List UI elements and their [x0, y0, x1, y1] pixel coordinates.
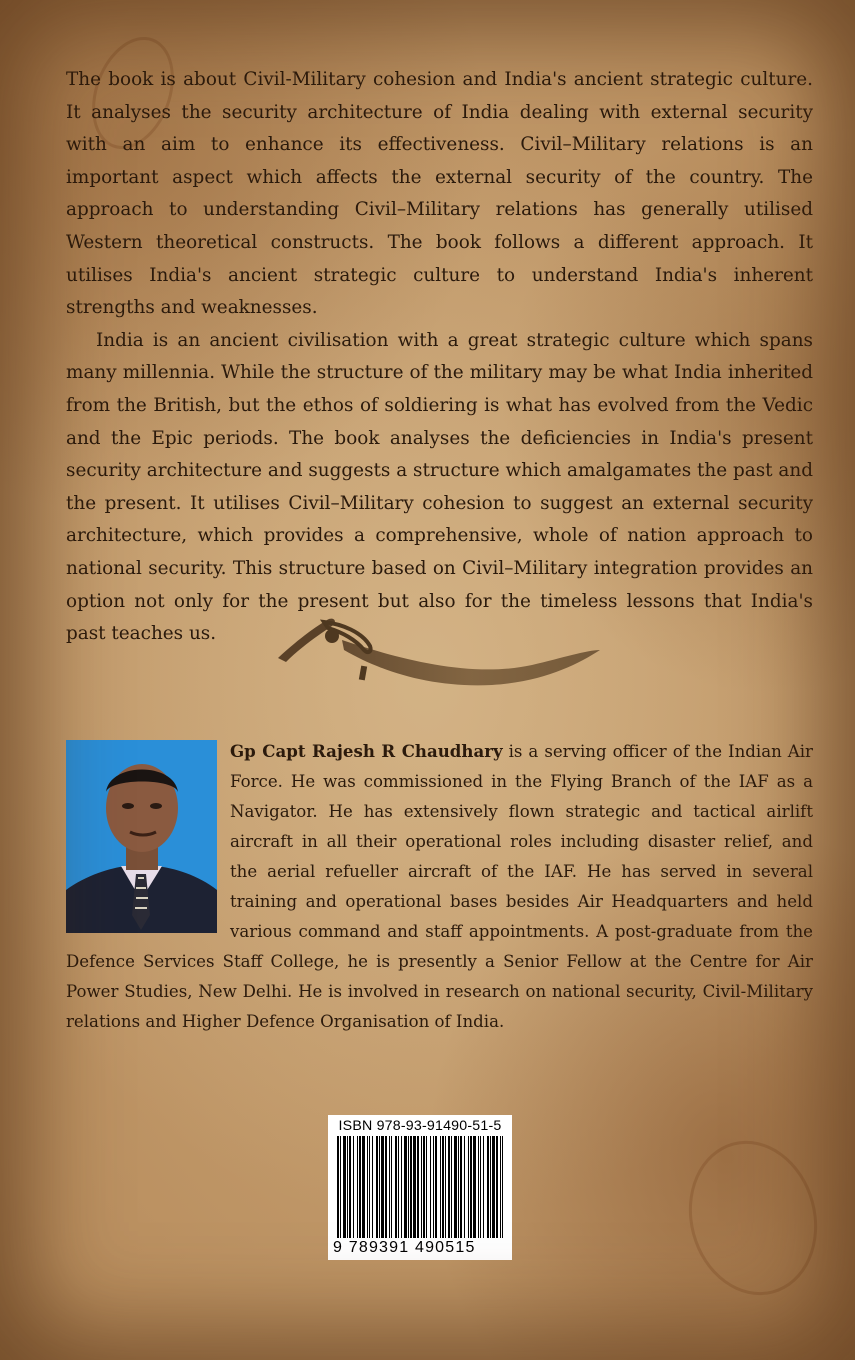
barcode-bar	[343, 1136, 346, 1238]
barcode-bar	[372, 1136, 373, 1238]
author-bio-text: is a serving officer of the Indian Air Force. He was commissioned in the Flying Branch of the IAF as a Navigator. He has extensively flown strategic and tactical airlift aircraft in all their operational roles including disaster relief, and the aerial refueller aircraft of the IAF. He has served in several training and operational bases besides Air Headquarters and held various command and staff appointments. A post-graduate from the Defence Services Staff College, he is presently a Senior Fellow at the Centre for Air Power Studies, New Delhi. He is involved in research on national security, Civil-Military relations and Higher Defence Organisation of India.	[66, 742, 813, 1031]
barcode-bar	[458, 1136, 459, 1238]
barcode-bar	[421, 1136, 422, 1238]
barcode-bar	[478, 1136, 479, 1238]
barcode-bar	[417, 1136, 419, 1238]
barcode-bars-icon	[333, 1136, 507, 1238]
barcode-bar	[401, 1136, 402, 1238]
barcode-bar	[376, 1136, 378, 1238]
barcode-bar	[340, 1136, 341, 1238]
barcode-bar	[379, 1136, 380, 1238]
barcode-digits: 9 789391 490515	[333, 1239, 476, 1256]
barcode-bar	[395, 1136, 397, 1238]
barcode-bar	[480, 1136, 481, 1238]
barcode-bar	[442, 1136, 444, 1238]
barcode-bar	[483, 1136, 484, 1238]
barcode-bar	[502, 1136, 503, 1238]
barcode-bar	[490, 1136, 491, 1238]
barcode-bar	[353, 1136, 354, 1238]
barcode-bar	[464, 1136, 465, 1238]
barcode-bar	[385, 1136, 387, 1238]
author-name: Gp Capt Rajesh R Chaudhary	[230, 741, 503, 761]
barcode-bar	[404, 1136, 407, 1238]
barcode-bar	[451, 1136, 452, 1238]
barcode-bar	[470, 1136, 472, 1238]
barcode-bar	[391, 1136, 392, 1238]
barcode-bar	[357, 1136, 358, 1238]
barcode-bar	[398, 1136, 399, 1238]
back-cover-blurb	[66, 64, 813, 651]
barcode-bar	[426, 1136, 427, 1238]
barcode-bar	[413, 1136, 416, 1238]
isbn-label: ISBN 978-93-91490-51-5	[338, 1118, 502, 1134]
barcode-bar	[381, 1136, 384, 1238]
barcode-bar	[433, 1136, 434, 1238]
barcode-bar	[496, 1136, 498, 1238]
barcode-bar	[362, 1136, 365, 1238]
barcode-bar	[435, 1136, 437, 1238]
barcode-bar	[430, 1136, 431, 1238]
barcode-bar	[410, 1136, 412, 1238]
barcode-bar	[492, 1136, 495, 1238]
barcode-bar	[460, 1136, 462, 1238]
barcode-bar	[389, 1136, 390, 1238]
barcode-bar	[367, 1136, 368, 1238]
photo-spacer	[66, 736, 230, 928]
blurb-paragraph-1: The book is about Civil-Military cohesion and India's ancient strategic culture. It analyses the security architecture of India dealing with external security with an aim to enhance its effectiveness. Civil–Military relations is an important aspect which affects the external security of the country. The approach to understanding Civil–Military relations has generally utilised Western theoretical constructs. The book follows a different approach. It utilises India's ancient strategic culture to understand India's inherent strengths and weaknesses.	[66, 69, 813, 319]
barcode-bar	[445, 1136, 446, 1238]
author-biography	[66, 736, 813, 1037]
barcode-bar	[408, 1136, 409, 1238]
isbn-barcode	[328, 1115, 512, 1260]
barcode-bar	[473, 1136, 476, 1238]
barcode-bar	[369, 1136, 370, 1238]
barcode-bar	[487, 1136, 489, 1238]
barcode-bar	[468, 1136, 469, 1238]
barcode-bar	[349, 1136, 351, 1238]
blurb-paragraph-2: India is an ancient civilisation with a great strategic culture which spans many millennia. While the structure of the military may be what India inherited from the British, but the ethos of soldiering is what has evolved from the Vedic and the Epic periods. The book analyses the deficiencies in India's present security architecture and suggests a structure which amalgamates the past and the present. It utilises Civil–Military cohesion to suggest an external security architecture, which provides a comprehensive, whole of nation approach to national security. This structure based on Civil–Military integration provides an option not only for the present but also for the timeless lessons that India's past teaches us.	[66, 329, 813, 645]
barcode-bar	[448, 1136, 450, 1238]
barcode-bar	[454, 1136, 457, 1238]
sword-ornament-icon	[272, 610, 602, 690]
coffee-stain-bottom-right	[672, 1126, 834, 1309]
barcode-bar	[440, 1136, 441, 1238]
barcode-bar	[347, 1136, 348, 1238]
barcode-bar	[500, 1136, 501, 1238]
barcode-bar	[423, 1136, 425, 1238]
barcode-bar	[359, 1136, 361, 1238]
barcode-bar	[337, 1136, 339, 1238]
